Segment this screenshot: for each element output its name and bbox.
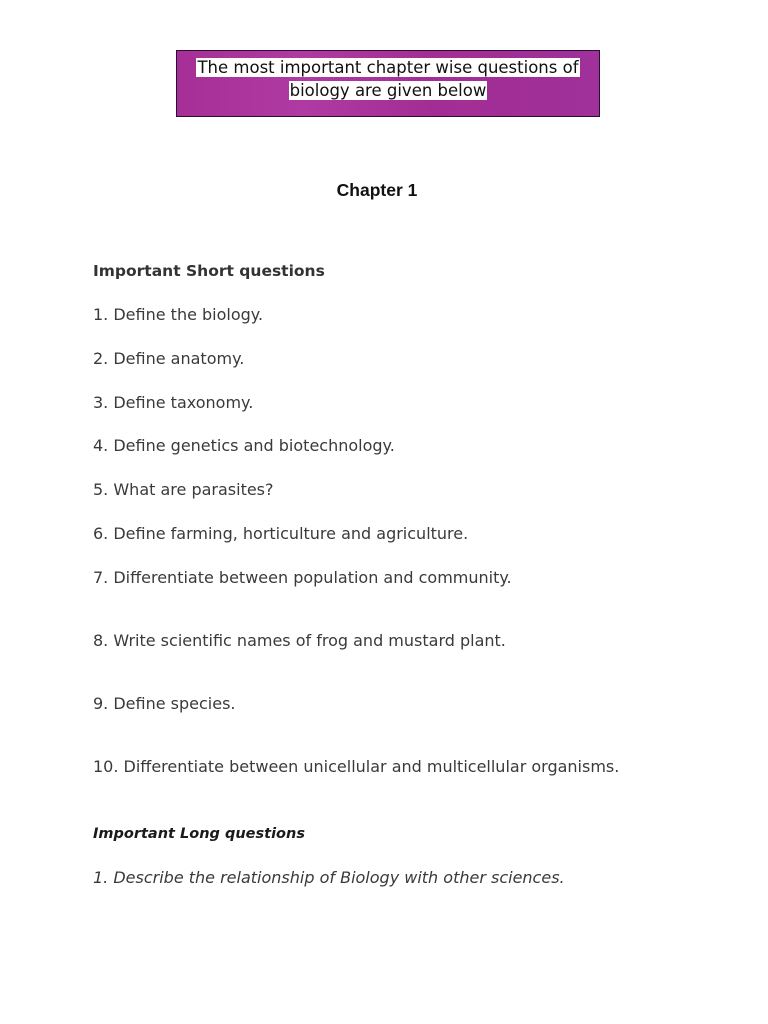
- short-question-9: 9. Define species.: [93, 694, 236, 713]
- short-question-4: 4. Define genetics and biotechnology.: [93, 436, 395, 455]
- banner-line-2: biology are given below: [289, 81, 487, 100]
- chapter-title: Chapter 1: [336, 180, 418, 200]
- intro-banner: [176, 50, 600, 117]
- short-question-7: 7. Differentiate between population and community.: [93, 568, 512, 587]
- short-question-10: 10. Differentiate between unicellular and multicellular organisms.: [93, 757, 620, 776]
- banner-line-1: The most important chapter wise questions of: [197, 58, 579, 77]
- short-question-5: 5. What are parasites?: [93, 480, 274, 499]
- short-question-6: 6. Define farming, horticulture and agriculture.: [93, 524, 469, 543]
- short-questions-heading: Important Short questions: [93, 262, 325, 280]
- short-question-2: 2. Define anatomy.: [93, 349, 245, 368]
- banner-text: [177, 56, 599, 102]
- short-question-1: 1. Define the biology.: [93, 305, 264, 324]
- short-question-3: 3. Define taxonomy.: [93, 393, 254, 412]
- short-question-8: 8. Write scientific names of frog and mustard plant.: [93, 631, 506, 650]
- long-questions-heading: Important Long questions: [93, 826, 305, 842]
- long-question-1: 1. Describe the relationship of Biology with other sciences.: [93, 868, 565, 887]
